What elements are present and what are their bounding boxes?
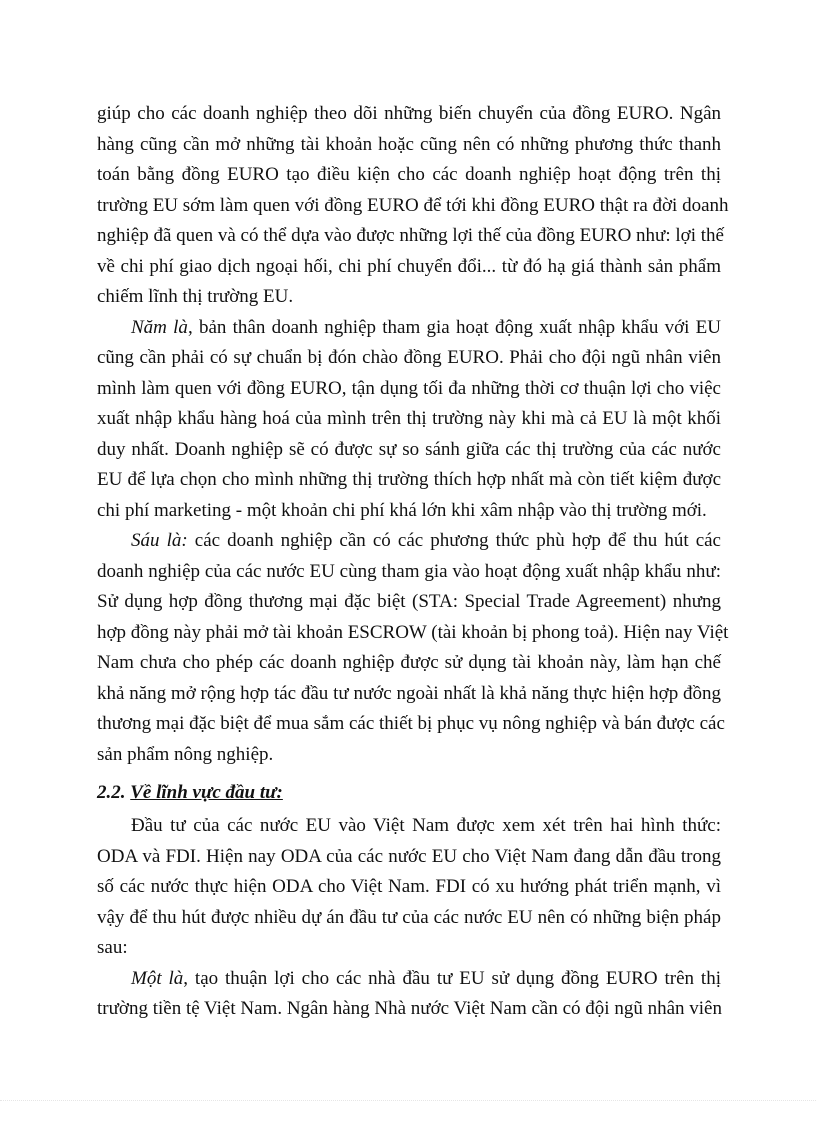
- body-text-line: chi phí marketing - một khoản chi phí khá lớn khi xâm nhập vào thị trường mới.: [97, 500, 707, 521]
- paragraph-first-text: các doanh nghiệp cần có các phương thức phù hợp để thu hút các: [187, 530, 721, 551]
- section-title: Về lĩnh vực đầu tư:: [130, 782, 283, 803]
- paragraph-first-line: [131, 530, 721, 552]
- body-text-line: hợp đồng này phải mở tài khoản ESCROW (tài khoản bị phong toả). Hiện nay Việt: [97, 622, 729, 643]
- body-text-line: khả năng mở rộng hợp tác đầu tư nước ngoài nhất là khả năng thực hiện hợp đồng: [97, 683, 721, 704]
- paragraph-lead: Một là: [131, 968, 184, 989]
- paragraph-first-line: [131, 317, 721, 339]
- body-text-line: vậy để thu hút được nhiều dự án đầu tư của các nước EU nên có những biện pháp: [97, 907, 721, 928]
- body-text-line: chiếm lĩnh thị trường EU.: [97, 286, 294, 307]
- body-text-line: giúp cho các doanh nghiệp theo dõi những biến chuyển của đồng EURO. Ngân: [97, 103, 721, 124]
- body-text-line: mình làm quen với đồng EURO, tận dụng tối đa những thời cơ thuận lợi cho việc: [97, 378, 721, 399]
- body-text-line: doanh nghiệp của các nước EU cùng tham gia vào hoạt động xuất nhập khẩu như:: [97, 561, 721, 582]
- paragraph-lead: Năm là: [131, 317, 188, 338]
- body-text-line: hàng cũng cần mở những tài khoản hoặc cũng nên có những phương thức thanh: [97, 134, 721, 155]
- body-text-line: trường tiền tệ Việt Nam. Ngân hàng Nhà nước Việt Nam cần có đội ngũ nhân viên: [97, 998, 722, 1019]
- body-text-line: về chi phí giao dịch ngoại hối, chi phí chuyển đổi... từ đó hạ giá thành sản phẩm: [97, 256, 721, 277]
- body-text-line: sản phẩm nông nghiệp.: [97, 744, 274, 765]
- paragraph-lead: Sáu là:: [131, 530, 188, 551]
- body-text-line: xuất nhập khẩu hàng hoá của mình trên thị trường này khi mà cả EU là một khối: [97, 408, 721, 429]
- body-text-line: cũng cần phải có sự chuẩn bị đón chào đồng EURO. Phải cho đội ngũ nhân viên: [97, 347, 721, 368]
- page-bottom-rule: [0, 1100, 816, 1101]
- body-text-line: nghiệp đã quen và có thể dựa vào được những lợi thế của đồng EURO như: lợi thế: [97, 225, 724, 246]
- body-text-line: Nam chưa cho phép các doanh nghiệp được sử dụng tài khoản này, làm hạn chế: [97, 652, 721, 673]
- body-text-line: số các nước thực hiện ODA cho Việt Nam. FDI có xu hướng phát triển mạnh, vì: [97, 876, 721, 897]
- paragraph-first-line: [131, 968, 721, 990]
- body-text-line: Sử dụng hợp đồng thương mại đặc biệt (STA: Special Trade Agreement) nhưng: [97, 591, 721, 612]
- body-text-line: toán bằng đồng EURO tạo điều kiện cho các doanh nghiệp hoạt động trên thị: [97, 164, 721, 185]
- section-heading: [97, 782, 721, 804]
- body-text-line: EU để lựa chọn cho mình những thị trường thích hợp nhất mà còn tiết kiệm được: [97, 469, 721, 490]
- paragraph-first-text: , tạo thuận lợi cho các nhà đầu tư EU sử dụng đồng EURO trên thị: [183, 968, 721, 989]
- paragraph-first-line: Đầu tư của các nước EU vào Việt Nam được xem xét trên hai hình thức:: [131, 815, 721, 836]
- paragraph-first-text: , bản thân doanh nghiệp tham gia hoạt động xuất nhập khẩu với EU: [187, 317, 721, 338]
- section-number: 2.2.: [97, 782, 126, 803]
- body-text-line: thương mại đặc biệt để mua sắm các thiết bị phục vụ nông nghiệp và bán được các: [97, 713, 725, 734]
- body-text-line: duy nhất. Doanh nghiệp sẽ có được sự so sánh giữa các thị trường của các nước: [97, 439, 721, 460]
- body-text-line: trường EU sớm làm quen với đồng EURO để tới khi đồng EURO thật ra đời doanh: [97, 195, 729, 216]
- body-text-line: sau:: [97, 937, 128, 958]
- body-text-line: ODA và FDI. Hiện nay ODA của các nước EU cho Việt Nam đang dẫn đầu trong: [97, 846, 721, 867]
